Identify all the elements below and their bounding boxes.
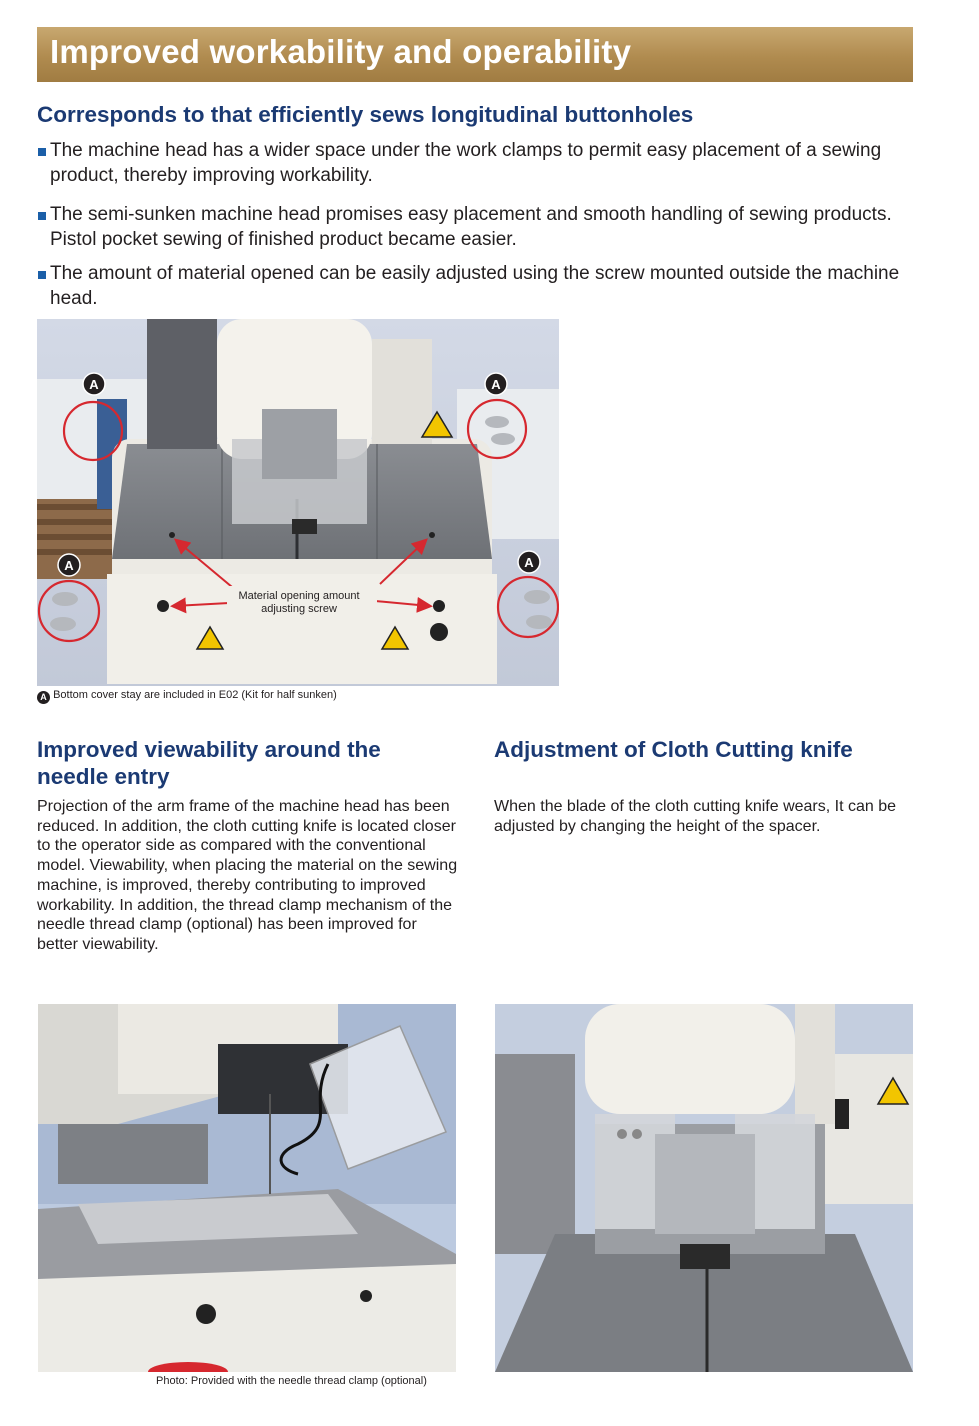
marker-a-icon bbox=[58, 554, 80, 576]
marker-a-icon bbox=[83, 373, 105, 395]
caption-marker-a-icon: A bbox=[37, 691, 50, 704]
needle-entry-photo bbox=[38, 1004, 456, 1372]
callout-line-2: adjusting screw bbox=[261, 603, 337, 615]
marker-a-icon bbox=[518, 551, 540, 573]
marker-a-label: A bbox=[524, 555, 534, 570]
photo-caption: Photo: Provided with the needle thread clamp (optional) bbox=[156, 1375, 427, 1387]
bullet-square-icon bbox=[38, 148, 46, 156]
bullet-square-icon bbox=[38, 212, 46, 220]
viewability-paragraph: Projection of the arm frame of the machine head has been reduced. In addition, the cloth cutting knife is located closer to the operator side as compared with the conventional model. Viewability, when placing the material on the sewing machine, is improved, thereby contributing to improved workability. In addition, the thread clamp mechanism of the needle thread clamp (optional) has been improved for better viewability. bbox=[37, 798, 458, 953]
section-heading-buttonholes: Corresponds to that efficiently sews longitudinal buttonholes bbox=[37, 102, 694, 127]
page-title: Improved workability and operability bbox=[50, 33, 632, 70]
bullet-text: The machine head has a wider space under the work clamps to permit easy placement of a sewing product, thereby improving workability. bbox=[50, 140, 882, 186]
section-heading-viewability bbox=[37, 736, 467, 790]
cutting-knife-paragraph: When the blade of the cloth cutting knife wears, It can be adjusted by changing the height of the spacer. bbox=[494, 798, 897, 835]
figure-caption bbox=[37, 689, 337, 704]
marker-a-icon bbox=[485, 373, 507, 395]
title-banner bbox=[37, 27, 913, 82]
bullet-text: The semi-sunken machine head promises easy placement and smooth handling of sewing products. Pistol pocket sewing of finished product became easier. bbox=[50, 204, 892, 250]
callout-line-1: Material opening amount bbox=[238, 590, 360, 602]
marker-a-label: A bbox=[64, 558, 74, 573]
heading-line-1: Improved viewability around the bbox=[37, 737, 381, 762]
marker-a-label: A bbox=[89, 377, 99, 392]
caption-text: Bottom cover stay are included in E02 (Kit for half sunken) bbox=[53, 689, 337, 701]
bullet-square-icon bbox=[38, 271, 46, 279]
cloth-cutting-knife-photo bbox=[495, 1004, 913, 1372]
heading-line-2: needle entry bbox=[37, 764, 170, 789]
bullet-item bbox=[37, 139, 907, 188]
machine-table-photo bbox=[37, 319, 559, 686]
bullet-text: The amount of material opened can be easily adjusted using the screw mounted outside the machine head. bbox=[50, 263, 900, 309]
section-heading-cutting-knife: Adjustment of Cloth Cutting knife bbox=[494, 737, 853, 762]
marker-a-label: A bbox=[491, 377, 501, 392]
feature-bullet-list bbox=[37, 139, 907, 311]
bullet-item bbox=[37, 203, 907, 252]
bullet-item bbox=[37, 262, 907, 311]
